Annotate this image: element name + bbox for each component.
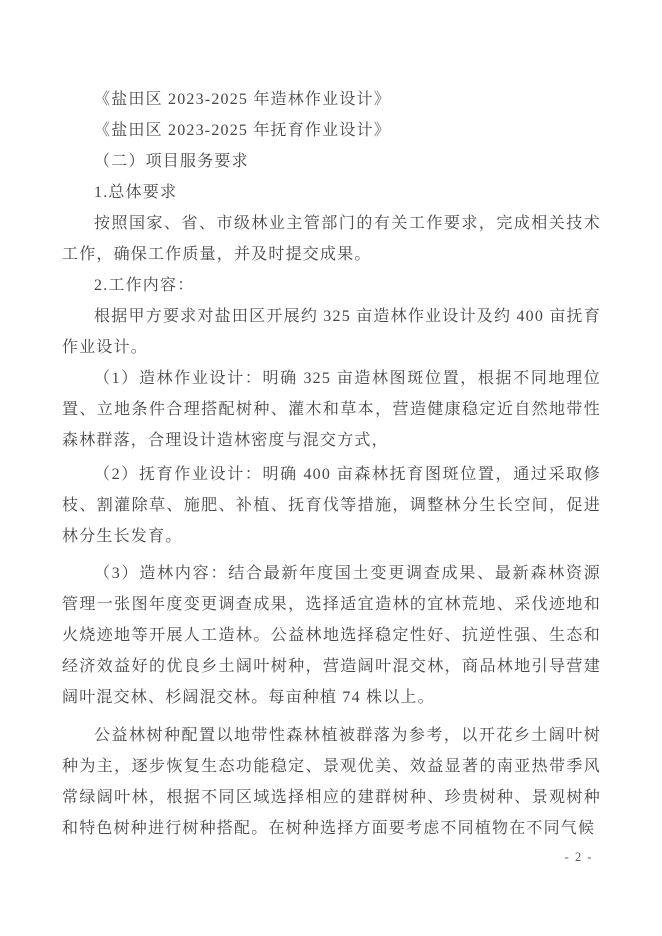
paragraph-species-configuration: 公益林树种配置以地带性森林植被群落为参考，以开花乡土阔叶树种为主，逐步恢复生态功能稳定、景观优美、效益显著的南亚热带季风常绿阔叶林，根据不同区域选择相应的建群树种、珍贵树种、景观树种和特色树种进行树种搭配。在树种选择方面要考虑不同植物在不同气候 — [62, 727, 601, 837]
subsection-heading-work-content: 2.工作内容： — [94, 277, 195, 294]
section-heading-project-service-requirements: （二）项目服务要求 — [94, 153, 249, 170]
paragraph-overall-requirements: 按照国家、省、市级林业主管部门的有关工作要求，完成相关技术工作，确保工作质量，并及时提交成果。 — [62, 215, 601, 263]
page-body — [62, 84, 601, 844]
paragraph-work-scope: 根据甲方要求对盐田区开展约 325 亩造林作业设计及约 400 亩抚育作业设计。 — [62, 308, 601, 356]
doc-title-reference-1: 《盐田区 2023-2025 年造林作业设计》 — [94, 91, 391, 108]
paragraph-tending-design: （2）抚育作业设计：明确 400 亩森林抚育图斑位置，通过采取修枝、割灌除草、施肥、补植、抚育伐等措施，调整林分生长空间，促进林分生长发育。 — [62, 466, 601, 545]
page-number: - 2 - — [564, 850, 593, 864]
subsection-heading-overall-requirements: 1.总体要求 — [94, 184, 178, 201]
doc-title-reference-2: 《盐田区 2023-2025 年抚育作业设计》 — [94, 122, 391, 139]
paragraph-afforestation-content: （3）造林内容：结合最新年度国土变更调查成果、最新森林资源管理一张图年度变更调查成果，选择适宜造林的宜林荒地、采伐迹地和火烧迹地等开展人工造林。公益林地选择稳定性好、抗逆性强、生态和经济效益好的优良乡土阔叶树种，营造阔叶混交林，商品林地引导营建阔叶混交林、杉阔混交林。每亩种植 74 株以上。 — [62, 565, 601, 706]
paragraph-afforestation-design: （1）造林作业设计：明确 325 亩造林图斑位置，根据不同地理位置、立地条件合理搭配树种、灌木和草本，营造健康稳定近自然地带性森林群落，合理设计造林密度与混交方式， — [62, 370, 601, 449]
